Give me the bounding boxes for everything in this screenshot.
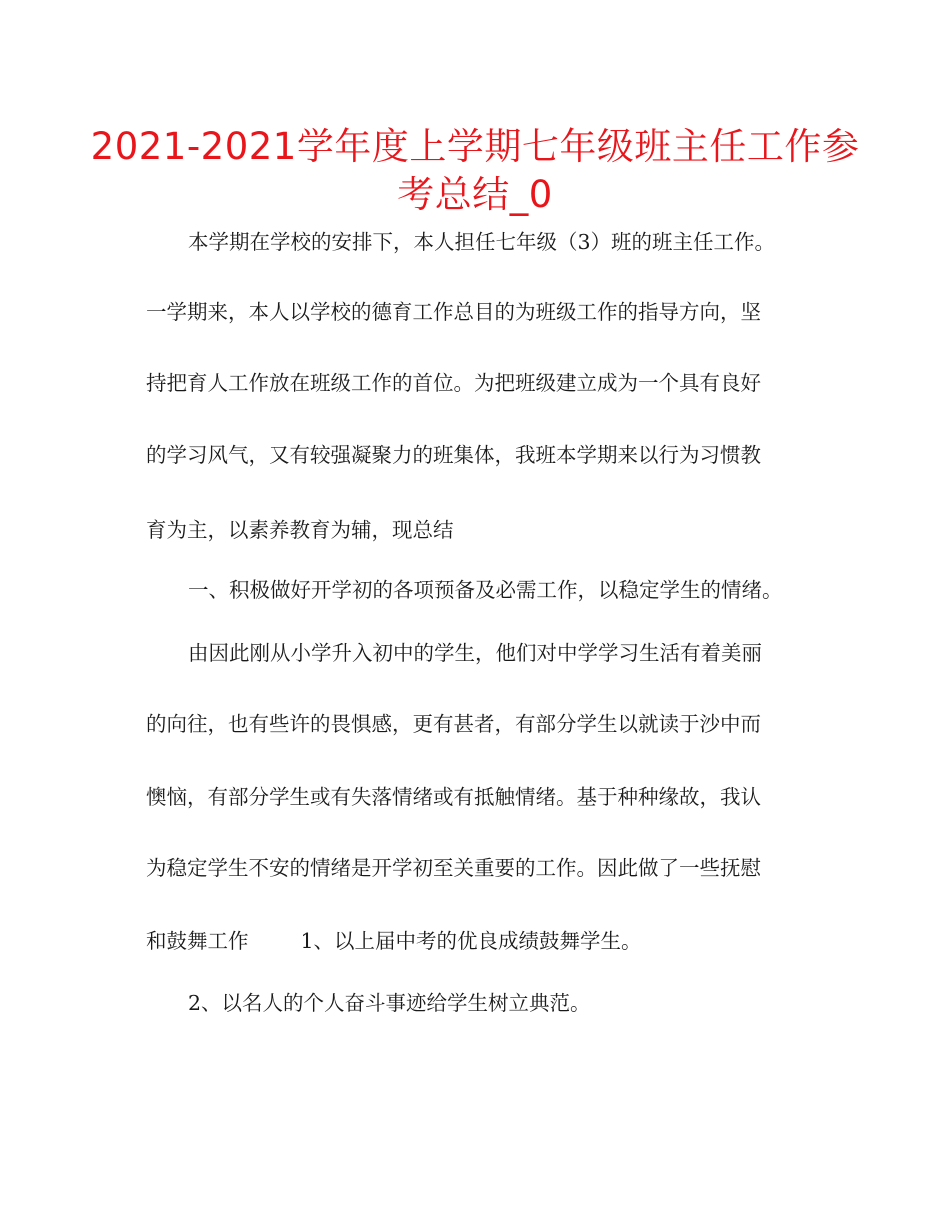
- paragraph-line-with-list-item: [146, 931, 642, 952]
- paragraph-text: 和鼓舞工作: [146, 929, 249, 953]
- document-title-line-1: 2021-2021学年度上学期七年级班主任工作参: [90, 125, 860, 168]
- paragraph-line: 为稳定学生不安的情绪是开学初至关重要的工作。因此做了一些抚慰: [146, 856, 761, 880]
- paragraph-line: 的向往，也有些许的畏惧感，更有甚者，有部分学生以就读于沙中而: [146, 712, 761, 736]
- paragraph-line: 由因此刚从小学升入初中的学生，他们对中学学习生活有着美丽: [188, 641, 762, 665]
- paragraph-line: 本学期在学校的安排下，本人担任七年级（3）班的班主任工作。: [188, 230, 776, 254]
- list-item-1: 1、以上届中考的优良成绩鼓舞学生。: [300, 929, 642, 953]
- paragraph-line: 懊恼，有部分学生或有失落情绪或有抵触情绪。基于种种缘故，我认: [146, 785, 761, 809]
- list-item-2: 2、以名人的个人奋斗事迹给学生树立典范。: [188, 991, 591, 1015]
- paragraph-line: 的学习风气，又有较强凝聚力的班集体，我班本学期来以行为习惯教: [146, 443, 761, 467]
- paragraph-line: 持把育人工作放在班级工作的首位。为把班级建立成为一个具有良好: [146, 371, 761, 395]
- paragraph-line: 一学期来，本人以学校的德育工作总目的为班级工作的指导方向，坚: [146, 300, 761, 324]
- section-heading: 一、积极做好开学初的各项预备及必需工作，以稳定学生的情绪。: [188, 578, 783, 602]
- document-title-line-2: 考总结_0: [397, 173, 553, 216]
- paragraph-line: 育为主，以素养教育为辅，现总结: [146, 518, 454, 542]
